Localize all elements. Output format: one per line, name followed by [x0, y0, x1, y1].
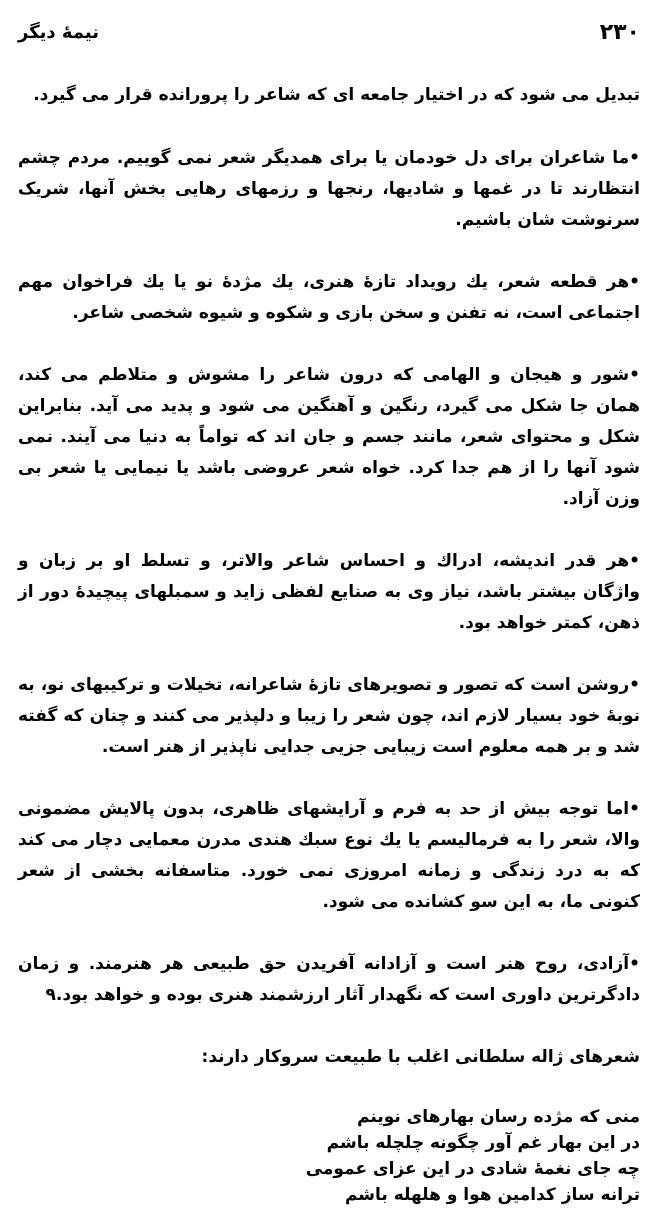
paragraph: •شور و هیجان و الهامی که درون شاعر را مشوش و متلاطم می کند، همان جا شکل می گیرد، رنگین و آهنگین می شود و پدید می آید. بنابراین شکل و محتوای شعر، مانند جسم و جان اند که تواماً به دنیا می آیند. نمی شود آنها را از هم جدا کرد. خواه شعر عروضی باشد یا نیمایی یا شعر بی وزن آزاد. [18, 365, 640, 509]
poem [18, 1104, 640, 1208]
paragraph-continuation: تبدیل می شود که در اختیار جامعه ای که شاعر را پرورانده قرار می گیرد. [33, 85, 640, 105]
running-title: نیمهٔ دیگر [18, 21, 100, 43]
paragraph: •هر قدر اندیشه، ادراك و احساس شاعر والاتر، و تسلط او بر زبان و واژگان بیشتر باشد، نیاز وی به صنایع لفظی زاید و سمبلهای پیچیدهٔ دور از ذهن، کمتر خواهد بود. [18, 551, 640, 633]
page-number: ۲۳۰ [599, 19, 640, 45]
poem-verse: چه جای نغمهٔ شادی در این عزای عمومی [305, 1159, 640, 1179]
poem-verse: منی که مژده رسان بهارهای نوینم [357, 1107, 640, 1127]
paragraph: •ما شاعران برای دل خودمان یا برای همدیگر شعر نمی گوییم. مردم چشم انتظارند تا در غمها و شادیها، رنجها و رزمهای رهایی بخش آنها، شریک سرنوشت شان باشیم. [18, 148, 640, 230]
poem-verse: ترانه ساز کدامین هوا و هلهله باشم [344, 1185, 640, 1205]
paragraph: •هر قطعه شعر، یك رویداد تازهٔ هنری، یك مژدهٔ نو یا یك فراخوان مهم اجتماعی است، نه تفنن و سخن بازی و شکوه و شیوه شخصی شاعر. [18, 272, 640, 323]
body-text [18, 80, 640, 1073]
poem-intro: شعرهای ژاله سلطانی اغلب با طبیعت سروکار دارند: [201, 1047, 640, 1067]
paragraph: •اما توجه بیش از حد به فرم و آرایشهای ظاهری، بدون پالایش مضمونی والا، شعر را به فرمالیسم یا یك نوع سبك هندی مدرن معمایی دچار می کند که به درد زندگی و زمانه امروزی نمی خورد. متاسفانه بخشی از شعر کنونی ما، به این سو کشانده می شود. [18, 799, 640, 912]
paragraph: •آزادی، روح هنر است و آزادانه آفریدن حق طبیعی هر هنرمند. و زمان دادگرترین داوری است که نگهدار آثار ارزشمند هنری بوده و خواهد بود.۹ [18, 954, 640, 1005]
poem-verse: در این بهار غم آور چگونه چلچله باشم [326, 1133, 640, 1153]
page-header [18, 14, 640, 50]
paragraph: •روشن است که تصور و تصویرهای تازهٔ شاعرانه، تخیلات و ترکیبهای نو، به نوبهٔ خود بسیار لازم اند، چون شعر را زیبا و دلپذیر می کنند و چنان که گفته شد و بر همه معلوم است زیبایی جزیی جدایی ناپذیر از هنر است. [18, 675, 640, 757]
